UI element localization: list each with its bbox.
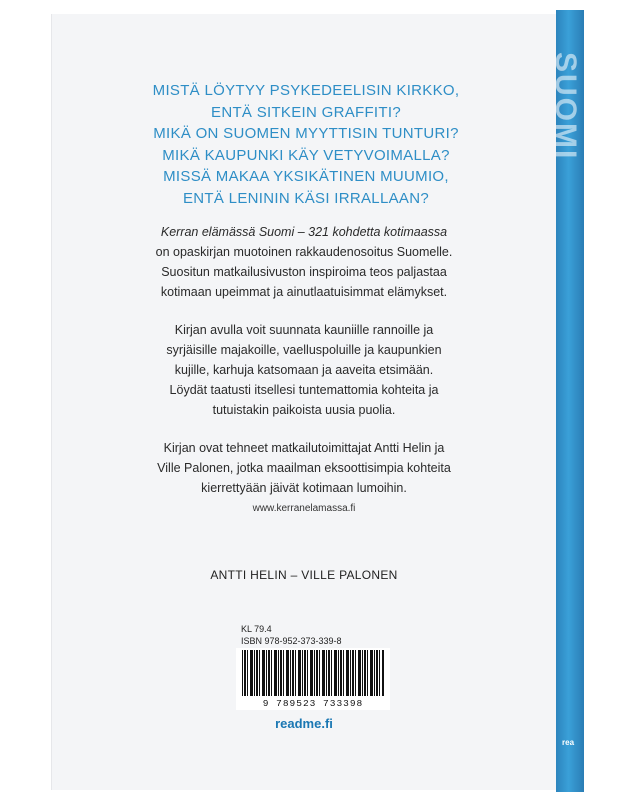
intro-line: Suositun matkailusivuston inspiroima teos paljastaa <box>161 265 447 279</box>
author-names: ANTTI HELIN – VILLE PALONEN <box>210 568 398 582</box>
question-line: ENTÄ SITKEIN GRAFFITI? <box>211 103 401 121</box>
intro-line: kotimaan upeimmat ja ainutlaatuisimmat elämykset. <box>160 285 448 299</box>
intro-line: on opaskirjan muotoinen rakkaudenosoitus Suomelle. <box>155 245 453 259</box>
question-line: MISTÄ LÖYTYY PSYKEDEELISIN KIRKKO, <box>152 82 460 99</box>
library-class: KL 79.4 <box>241 624 272 634</box>
question-line: MIKÄ ON SUOMEN MYYTTISIN TUNTURI? <box>153 125 459 142</box>
description-line: tutuistakin paikoista uusia puolia. <box>212 403 396 417</box>
barcode <box>236 648 390 710</box>
barcode-bars <box>242 650 384 696</box>
spine-title: SUOMI <box>549 52 582 161</box>
authors-line: kierrettyään jäivät kotimaan lumoihin. <box>201 481 407 495</box>
description-line: kujille, karhuja katsomaan ja aaveita etsimään. <box>174 363 434 377</box>
authors-paragraph <box>108 438 500 498</box>
question-line: MISSÄ MAKAA YKSIKÄTINEN MUUMIO, <box>163 168 449 185</box>
barcode-number: 9 789523 733398 <box>262 698 364 709</box>
website-url: www.kerranelamassa.fi <box>252 503 356 514</box>
description-line: Löydät taatusti itsellesi tuntemattomia kohteita ja <box>169 383 439 397</box>
isbn-number: ISBN 978-952-373-339-8 <box>241 636 342 646</box>
authors-line: Kirjan ovat tehneet matkailutoimittajat Antti Helin ja <box>163 441 445 455</box>
teaser-questions <box>96 80 516 209</box>
description-line: Kirjan avulla voit suunnata kauniille rannoille ja <box>174 323 434 337</box>
book-title-italic: Kerran elämässä Suomi – 321 kohdetta kotimaassa <box>160 225 448 239</box>
spine-publisher: rea <box>562 738 575 747</box>
publisher-logo: readme.fi <box>275 716 333 731</box>
description-paragraph <box>108 320 500 420</box>
description-line: syrjäisille majakoille, vaelluspoluille ja kaupunkien <box>166 343 442 357</box>
question-line: ENTÄ LENININ KÄSI IRRALLAAN? <box>183 189 429 207</box>
intro-paragraph <box>108 222 500 302</box>
authors-line: Ville Palonen, jotka maailman eksoottisimpia kohteita <box>157 461 451 475</box>
question-line: MIKÄ KAUPUNKI KÄY VETYVOIMALLA? <box>162 146 450 164</box>
